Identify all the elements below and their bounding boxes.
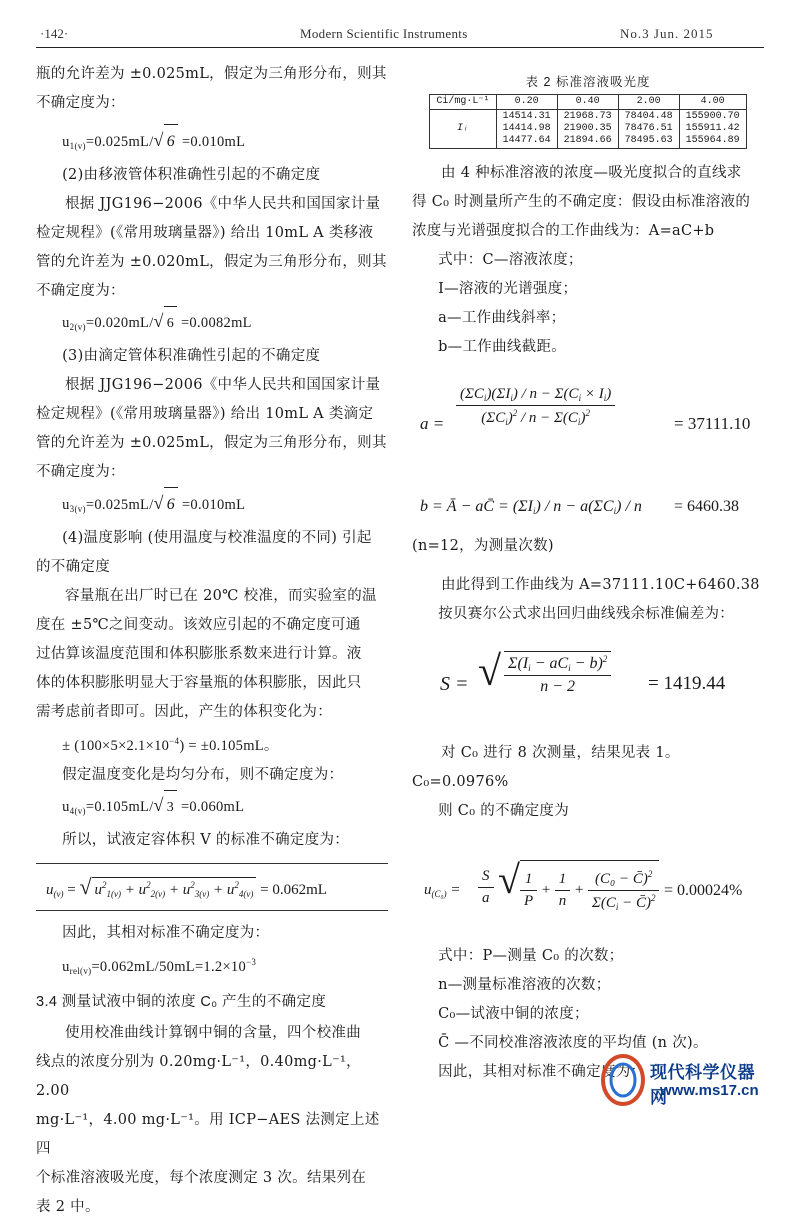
paragraph: a—工作曲线斜率；: [438, 310, 566, 326]
right-column: [412, 72, 764, 1087]
equation-volume-change: ± $(100\times 5\times 2.1\times 10^{-4}) = \pm 0.105mL$。: [62, 736, 279, 754]
paragraph: 式中：P—测量 C₀ 的次数；: [438, 948, 624, 964]
paragraph: I—溶液的光谱强度；: [438, 281, 578, 297]
paragraph: 浓度与光谱强度拟合的工作曲线为：A=aC+b: [412, 223, 715, 239]
paragraph: 根据 JJG196−2006《中华人民共和国国家计量: [65, 377, 381, 393]
watermark-url: www.ms17.cn: [660, 1082, 759, 1099]
paragraph: 容量瓶在出厂时已在 20℃ 校准，而实验室的温: [65, 588, 377, 604]
watermark-name: 现代科学仪器网: [650, 1063, 755, 1107]
table-cell: 2.00: [618, 95, 679, 110]
paragraph: 管的允许差为 ±0.025mL，假定为三角形分布，则其: [36, 435, 387, 451]
equation-urel: $u_{rel(v)}=0.062mL/50mL=1.2\times 10^{-3}$: [62, 957, 257, 976]
watermark: [598, 1052, 768, 1108]
equation-u1: $u_{1(v)}=0.025mL/√$ 6 =0.010mL: [36, 124, 388, 161]
equation-u3: $u_{3(v)}=0.025mL/√$ 6 =0.010mL: [36, 487, 388, 524]
table-cell: 21968.73 21900.35 21894.66: [557, 110, 618, 149]
paragraph: 由 4 种标准溶液的浓度—吸光度拟合的直线求: [441, 165, 742, 181]
paragraph: 因此，其相对标准不确定度为：: [438, 1064, 646, 1080]
paragraph: 体的体积膨胀明显大于容量瓶的体积膨胀，因此只: [36, 675, 362, 691]
header-rule: [36, 47, 764, 48]
section-heading-3-4: 3.4 测量试液中铜的浓度 C₀ 产生的不确定度: [36, 994, 327, 1010]
watermark-logo-icon: [598, 1052, 648, 1108]
paragraph: 瓶的允许差为 ±0.025mL，假定为三角形分布，则其: [36, 66, 387, 82]
table-cell: 0.20: [496, 95, 557, 110]
table-2: [429, 94, 746, 149]
paragraph: 过估算该温度范围和体积膨胀系数来进行计算。液: [36, 646, 362, 662]
paragraph: 因此，其相对标准不确定度为：: [62, 925, 270, 941]
issue-info: No.3 Jun. 2015: [620, 26, 714, 41]
paragraph: 管的允许差为 ±0.020mL，假定为三角形分布，则其: [36, 254, 387, 270]
paragraph: C₀—试液中铜的浓度；: [438, 1006, 589, 1022]
page-number: ·142·: [40, 26, 69, 41]
table-cell: 4.00: [679, 95, 746, 110]
paragraph: 检定规程》(《常用玻璃量器》) 给出 10mL A 类移液: [36, 225, 374, 241]
paragraph: 对 C₀ 进行 8 次测量，结果见表 1。C₀=0.0976%: [412, 745, 680, 790]
table-caption: 表 2 标准溶液吸光度: [525, 75, 651, 89]
paragraph: 按贝赛尔公式求出回归曲线残余标准偏差为：: [438, 606, 735, 622]
paragraph: 由此得到工作曲线为 A=37111.10C+6460.38: [441, 577, 760, 593]
paragraph: 根据 JJG196−2006《中华人民共和国国家计量: [65, 196, 381, 212]
paragraph: n—测量标准溶液的次数；: [438, 977, 611, 993]
equation-a: a = $(\Sigma C_i)(\Sigma I_i) / n - \Sigma(C_i \times I_i)$ $(\Sigma C_i)^2 / n - \Sigma(C_i)^2$ = 37111.10: [420, 386, 751, 433]
equation-u4: $u_{4(v)}=0.105mL/√$ 3 =0.060mL: [36, 790, 388, 826]
equation-s: S = √ $\Sigma(I_i - aC_i - b)^2$ n − 2 = 1419.44: [440, 649, 726, 695]
paragraph: 不确定度为：: [36, 464, 125, 480]
table-cell: 0.40: [557, 95, 618, 110]
paragraph: 度在 ±5℃之间变动。该效应引起的不确定度可通: [36, 617, 361, 633]
paragraph: mg·L⁻¹，4.00 mg·L⁻¹。用 ICP−AES 法测定上述四: [36, 1112, 380, 1157]
paragraph: 使用校准曲线计算钢中铜的含量，四个校准曲: [65, 1025, 361, 1041]
paragraph: 线点的浓度分别为 0.20mg·L⁻¹，0.40mg·L⁻¹，2.00: [36, 1054, 361, 1099]
equation-combined-uv: $u_{(v)} = √u^2_{1(v)} + u^2_{2(v)} + u^2_{3(v)} + u^2_{4(v)} = 0.062mL$: [36, 863, 388, 911]
paragraph: 不确定度为：: [36, 95, 125, 111]
table-cell: Iᵢ: [430, 110, 496, 149]
paragraph: 得 C₀ 时测量所产生的不确定度：假设由标准溶液的: [412, 194, 751, 210]
paragraph: C̄ —不同校准溶液浓度的平均值 (n 次)。: [438, 1035, 708, 1051]
paragraph: 个标准溶液吸光度，每个浓度测定 3 次。结果列在: [36, 1170, 367, 1186]
subheading: (3)由滴定管体积准确性引起的不确定度: [62, 348, 321, 364]
paragraph: 则 C₀ 的不确定度为: [438, 803, 570, 819]
subheading: 的不确定度: [36, 559, 110, 575]
paragraph: b—工作曲线截距。: [438, 339, 567, 355]
table-cell: Ci/mg·L⁻¹: [430, 95, 496, 110]
paragraph: 式中：C—溶液浓度；: [438, 252, 583, 268]
subheading: (4)温度影响 (使用温度与校准温度的不同) 引起: [62, 530, 372, 546]
paragraph: 假定温度变化是均匀分布，则不确定度为：: [62, 767, 344, 783]
left-column: [36, 60, 388, 1222]
table-cell: 14514.31 14414.98 14477.64: [496, 110, 557, 149]
table-cell: 155900.70 155911.42 155964.89: [679, 110, 746, 149]
paragraph: 表 2 中。: [36, 1199, 100, 1215]
equation-b: b = Ā − aC̄ = $(\Sigma I_i) / n - a(\Sigma C_i) / n$ = 6460.38: [420, 498, 740, 516]
table-row: [430, 110, 746, 149]
paragraph: 检定规程》(《常用玻璃量器》) 给出 10mL A 类滴定: [36, 406, 374, 422]
journal-title: Modern Scientific Instruments: [300, 26, 468, 41]
table-header-row: [430, 95, 746, 110]
table-cell: 78404.48 78476.51 78495.63: [618, 110, 679, 149]
equation-u2: $u_{2(v)}=0.020mL/√$ 6 =0.0082mL: [36, 306, 388, 342]
subheading: (2)由移液管体积准确性引起的不确定度: [62, 167, 321, 183]
equation-u-c0: $u_{(C_0)}$ = $\frac{S}{a}$ √ $\frac{1}{P}$ + $\frac{1}{n}$ + $\frac{(C_0 - C̄)^2}{\Sigma(C_i - C̄)^2}$ = 0.00024%: [424, 857, 743, 912]
paragraph: 所以，试液定容体积 V 的标准不确定度为：: [62, 832, 350, 848]
paragraph: 不确定度为：: [36, 283, 125, 299]
paragraph: 需考虑前者即可。因此，产生的体积变化为：: [36, 704, 332, 720]
paragraph: (n=12，为测量次数): [412, 538, 554, 554]
